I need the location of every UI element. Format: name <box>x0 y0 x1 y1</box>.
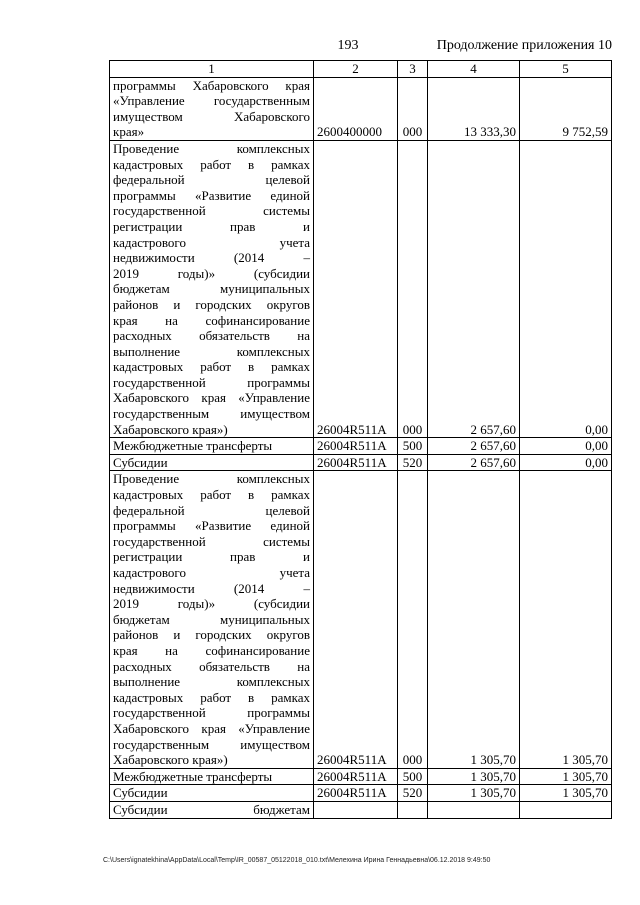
row-code: 26004R511A <box>314 438 398 455</box>
column-header-5: 5 <box>520 61 612 78</box>
row-amount-2: 1 305,70 <box>520 785 612 802</box>
description-line: Хабаровского края») <box>113 421 228 437</box>
description-line: регистрации прав и <box>113 549 310 565</box>
row-code: 26004R511A <box>314 768 398 785</box>
description-line: 2019 годы)» (субсидии <box>113 265 310 281</box>
row-description <box>110 140 314 437</box>
row-description <box>110 471 314 768</box>
table-row <box>110 785 612 802</box>
description-line: кадастровых работ в рамках <box>113 359 310 375</box>
row-amount-2: 1 305,70 <box>520 768 612 785</box>
column-header-1: 1 <box>110 61 314 78</box>
description-line: программы «Развитие единой <box>113 518 310 534</box>
page-number: 193 <box>337 38 359 53</box>
description-line: Межбюджетные трансферты <box>113 768 273 784</box>
description-line: государственным имуществом <box>113 406 310 422</box>
row-description <box>110 768 314 785</box>
description-line: края на софинансирование <box>113 312 310 328</box>
description-line: имуществом Хабаровского <box>113 108 310 124</box>
row-code: 2600400000 <box>314 77 398 140</box>
description-line: государственной системы <box>113 203 310 219</box>
row-amount-2: 0,00 <box>520 140 612 437</box>
table-row <box>110 454 612 471</box>
file-path-footer: C:\Users\ignatekhina\AppData\Local\Temp\IR_00587_05122018_010.txt\Мелехина Ирина Геннадьевна\06.12.2018 9:49:50 <box>103 857 491 864</box>
description-line: Субсидии <box>113 454 168 470</box>
row-amount-1: 2 657,60 <box>428 438 520 455</box>
description-line: государственной системы <box>113 533 310 549</box>
description-line: государственным имуществом <box>113 736 310 752</box>
description-line: Субсидии бюджетам <box>113 801 310 817</box>
description-line: выполнение комплексных <box>113 343 310 359</box>
row-type-code: 520 <box>398 785 428 802</box>
description-line: расходных обязательств на <box>113 658 310 674</box>
description-line: кадастрового учета <box>113 565 310 580</box>
table-row <box>110 77 612 140</box>
row-description <box>110 454 314 471</box>
row-amount-1: 1 305,70 <box>428 471 520 768</box>
description-line: края» <box>113 124 145 140</box>
column-header-2: 2 <box>314 61 398 78</box>
table-row <box>110 438 612 455</box>
table-row <box>110 140 612 437</box>
description-line: районов и городских округов <box>113 627 310 643</box>
description-line: недвижимости (2014 – <box>113 580 310 596</box>
description-line: кадастровых работ в рамках <box>113 156 310 172</box>
description-line: края на софинансирование <box>113 642 310 658</box>
column-header-3: 3 <box>398 61 428 78</box>
budget-table <box>109 60 612 819</box>
description-line: недвижимости (2014 – <box>113 250 310 266</box>
description-line: федеральной целевой <box>113 172 310 188</box>
row-type-code: 500 <box>398 438 428 455</box>
row-type-code <box>398 801 428 818</box>
row-code: 26004R511A <box>314 140 398 437</box>
row-amount-2: 0,00 <box>520 454 612 471</box>
description-line: кадастрового учета <box>113 234 310 250</box>
description-line: программы «Развитие единой <box>113 187 310 203</box>
table-row <box>110 801 612 818</box>
description-line: расходных обязательств на <box>113 328 310 344</box>
description-line: Субсидии <box>113 785 168 801</box>
continuation-label: Продолжение приложения 10 <box>436 38 612 53</box>
description-line: программы Хабаровского края <box>113 77 310 93</box>
description-line: Хабаровского края») <box>113 752 228 768</box>
row-description <box>110 785 314 802</box>
table-row <box>110 768 612 785</box>
table-header-row <box>110 61 612 78</box>
description-line: бюджетам муниципальных <box>113 611 310 627</box>
description-line: кадастровых работ в рамках <box>113 689 310 705</box>
row-type-code: 520 <box>398 454 428 471</box>
row-description <box>110 438 314 455</box>
row-amount-1: 13 333,30 <box>428 77 520 140</box>
description-line: районов и городских округов <box>113 296 310 312</box>
row-description <box>110 77 314 140</box>
row-amount-2: 9 752,59 <box>520 77 612 140</box>
row-type-code: 000 <box>398 471 428 768</box>
description-line: государственной программы <box>113 374 310 390</box>
description-line: Проведение комплексных <box>113 471 310 487</box>
row-amount-2: 0,00 <box>520 438 612 455</box>
row-code <box>314 801 398 818</box>
row-amount-1: 2 657,60 <box>428 454 520 471</box>
row-code: 26004R511A <box>314 454 398 471</box>
description-line: Хабаровского края «Управление <box>113 720 310 736</box>
description-line: Хабаровского края «Управление <box>113 390 310 406</box>
row-amount-2: 1 305,70 <box>520 471 612 768</box>
table-row <box>110 471 612 768</box>
row-code: 26004R511A <box>314 471 398 768</box>
description-line: федеральной целевой <box>113 502 310 518</box>
description-line: государственной программы <box>113 705 310 721</box>
description-line: регистрации прав и <box>113 218 310 234</box>
row-amount-1: 2 657,60 <box>428 140 520 437</box>
description-line: кадастровых работ в рамках <box>113 487 310 503</box>
row-type-code: 000 <box>398 140 428 437</box>
description-line: 2019 годы)» (субсидии <box>113 596 310 612</box>
row-type-code: 500 <box>398 768 428 785</box>
description-line: Межбюджетные трансферты <box>113 438 273 454</box>
description-line: бюджетам муниципальных <box>113 281 310 297</box>
description-line: Проведение комплексных <box>113 140 310 156</box>
row-code: 26004R511A <box>314 785 398 802</box>
row-amount-2 <box>520 801 612 818</box>
row-description <box>110 801 314 818</box>
row-amount-1: 1 305,70 <box>428 768 520 785</box>
row-amount-1 <box>428 801 520 818</box>
description-line: выполнение комплексных <box>113 674 310 690</box>
column-header-4: 4 <box>428 61 520 78</box>
row-amount-1: 1 305,70 <box>428 785 520 802</box>
row-type-code: 000 <box>398 77 428 140</box>
description-line: «Управление государственным <box>113 93 310 109</box>
